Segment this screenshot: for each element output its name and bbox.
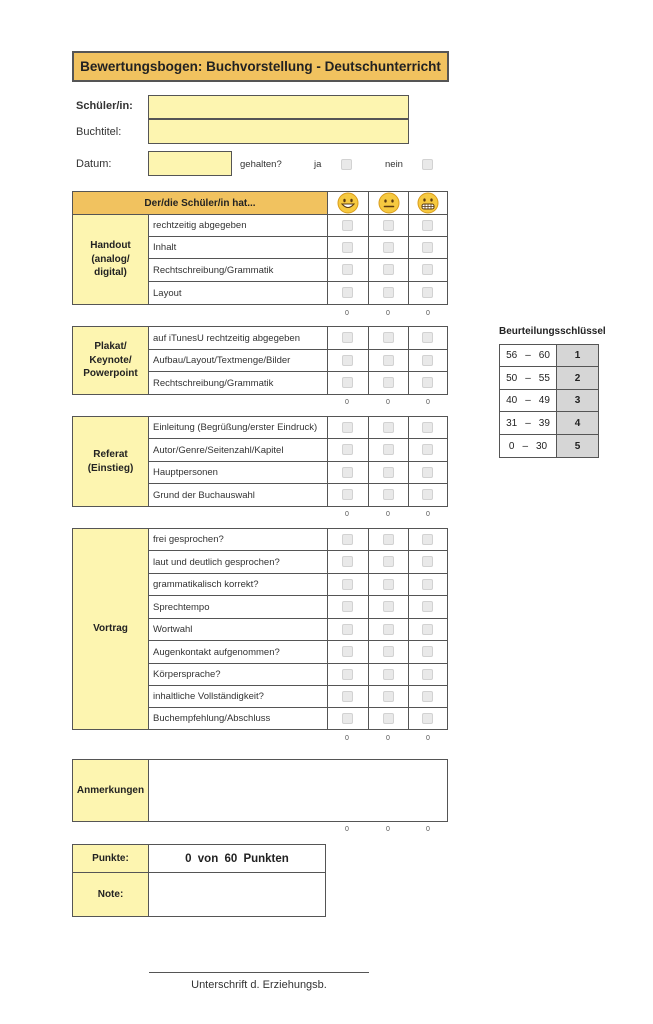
rating-checkbox[interactable] (342, 646, 353, 657)
rating-checkbox[interactable] (383, 332, 394, 343)
emoji-header-cell (327, 191, 369, 215)
rating-checkbox[interactable] (383, 713, 394, 724)
no-label: nein (385, 159, 403, 170)
key-range-to: 55 (538, 372, 550, 384)
key-range-from: 56 (506, 350, 518, 361)
category-poster: Plakat/ Keynote/ Powerpoint (72, 326, 149, 395)
rating-checkbox[interactable] (342, 489, 353, 500)
rating-checkbox[interactable] (422, 467, 433, 478)
signature-line (149, 972, 369, 973)
rating-checkbox[interactable] (342, 287, 353, 298)
neutral-face-icon (378, 192, 400, 214)
rating-checkbox[interactable] (383, 489, 394, 500)
rating-checkbox[interactable] (383, 377, 394, 388)
rating-checkbox[interactable] (342, 601, 353, 612)
criterion-cell: Buchempfehlung/Abschluss (148, 707, 328, 730)
points-unit: Punkten (243, 852, 289, 865)
column-sum: 0 (345, 735, 349, 742)
grinning-face-icon (337, 192, 359, 214)
grading-key-title: Beurteilungsschlüssel (499, 326, 606, 337)
rating-checkbox[interactable] (422, 242, 433, 253)
rating-checkbox[interactable] (422, 646, 433, 657)
column-sum: 0 (386, 399, 390, 406)
rating-checkbox[interactable] (383, 624, 394, 635)
category-presentation-intro: Referat (Einstieg) (72, 416, 149, 507)
rating-checkbox[interactable] (342, 377, 353, 388)
column-sum: 0 (426, 826, 430, 833)
criterion-cell: rechtzeitig abgegeben (148, 214, 328, 237)
rating-checkbox[interactable] (342, 220, 353, 231)
criterion-cell: Autor/Genre/Seitenzahl/Kapitel (148, 438, 328, 462)
held-no-checkbox[interactable] (422, 159, 433, 170)
key-range-to: 60 (538, 350, 550, 361)
rating-checkbox[interactable] (422, 601, 433, 612)
key-grade: 1 (556, 344, 599, 367)
column-sum: 0 (426, 511, 430, 518)
key-range-from: 0 (508, 440, 515, 452)
key-range-from: 50 (506, 372, 518, 384)
yes-label: ja (314, 159, 322, 170)
rating-checkbox[interactable] (342, 624, 353, 635)
criterion-cell: Augenkontakt aufgenommen? (148, 640, 328, 664)
column-sum: 0 (426, 310, 430, 317)
points-of: von (197, 852, 219, 865)
points-score: 0 (185, 852, 192, 865)
rating-checkbox[interactable] (422, 579, 433, 590)
rating-checkbox[interactable] (422, 287, 433, 298)
criterion-cell: Inhalt (148, 236, 328, 259)
column-sum: 0 (345, 310, 349, 317)
signature-label: Unterschrift d. Erziehungsb. (191, 979, 327, 991)
criterion-cell: frei gesprochen? (148, 528, 328, 551)
rating-checkbox[interactable] (383, 220, 394, 231)
rating-checkbox[interactable] (383, 264, 394, 275)
criterion-cell: Sprechtempo (148, 595, 328, 619)
rating-checkbox[interactable] (383, 601, 394, 612)
column-sum: 0 (345, 826, 349, 833)
rating-checkbox[interactable] (342, 556, 353, 567)
key-range-dash: – (525, 372, 531, 384)
category-talk: Vortrag (72, 528, 149, 730)
key-range-dash: – (522, 440, 528, 452)
criterion-cell: Wortwahl (148, 618, 328, 641)
criterion-cell: Aufbau/Layout/Textmenge/Bilder (148, 349, 328, 372)
rating-checkbox[interactable] (383, 646, 394, 657)
criterion-cell: Hauptpersonen (148, 461, 328, 484)
held-label: gehalten? (240, 159, 282, 170)
rating-checkbox[interactable] (422, 444, 433, 455)
rating-checkbox[interactable] (383, 444, 394, 455)
table-header: Der/die Schüler/in hat... (72, 191, 328, 215)
rating-checkbox[interactable] (422, 713, 433, 724)
column-sum: 0 (345, 511, 349, 518)
criterion-cell: laut und deutlich gesprochen? (148, 550, 328, 574)
student-label: Schüler/in: (76, 100, 133, 112)
rating-checkbox[interactable] (422, 355, 433, 366)
criterion-cell: inhaltliche Vollständigkeit? (148, 685, 328, 708)
criterion-cell: Rechtschreibung/Grammatik (148, 258, 328, 282)
rating-checkbox[interactable] (383, 422, 394, 433)
column-sum: 0 (426, 735, 430, 742)
grade-field[interactable] (148, 872, 326, 917)
criterion-cell: Körpersprache? (148, 663, 328, 686)
key-range-dash: – (525, 417, 531, 429)
column-sum: 0 (386, 735, 390, 742)
criterion-cell: Einleitung (Begrüßung/erster Eindruck) (148, 416, 328, 439)
key-range-to: 39 (538, 417, 550, 429)
rating-checkbox[interactable] (342, 579, 353, 590)
rating-checkbox[interactable] (422, 489, 433, 500)
remarks-label: Anmerkungen (72, 759, 149, 822)
rating-checkbox[interactable] (342, 242, 353, 253)
column-sum: 0 (345, 399, 349, 406)
book-title-label: Buchtitel: (76, 126, 122, 138)
rating-checkbox[interactable] (342, 691, 353, 702)
key-range (499, 344, 557, 367)
criterion-cell: Rechtschreibung/Grammatik (148, 371, 328, 395)
criterion-cell: auf iTunesU rechtzeitig abgegeben (148, 326, 328, 350)
rating-checkbox[interactable] (383, 534, 394, 545)
key-range (499, 366, 557, 390)
rating-checkbox[interactable] (383, 669, 394, 680)
rating-checkbox[interactable] (383, 691, 394, 702)
criterion-cell: grammatikalisch korrekt? (148, 573, 328, 596)
key-range (499, 411, 557, 435)
grimacing-face-icon (417, 192, 439, 214)
rating-checkbox[interactable] (422, 624, 433, 635)
key-range-dash: – (525, 395, 531, 406)
rating-checkbox[interactable] (342, 444, 353, 455)
rating-checkbox[interactable] (383, 355, 394, 366)
rating-checkbox[interactable] (422, 422, 433, 433)
key-range-dash: – (525, 350, 531, 361)
key-range (499, 389, 557, 412)
rating-checkbox[interactable] (422, 220, 433, 231)
rating-checkbox[interactable] (342, 264, 353, 275)
grade-label: Note: (72, 872, 149, 917)
key-range-from: 40 (506, 395, 518, 406)
rating-checkbox[interactable] (342, 355, 353, 366)
key-range (499, 434, 557, 458)
student-name-field[interactable] (148, 95, 409, 119)
rating-checkbox[interactable] (342, 534, 353, 545)
column-sum: 0 (386, 511, 390, 518)
key-grade: 2 (556, 366, 599, 390)
column-sum: 0 (426, 399, 430, 406)
rating-checkbox[interactable] (422, 556, 433, 567)
rating-checkbox[interactable] (383, 287, 394, 298)
points-max: 60 (224, 852, 238, 865)
rating-checkbox[interactable] (342, 713, 353, 724)
key-range-to: 30 (536, 440, 548, 452)
column-sum: 0 (386, 310, 390, 317)
points-label: Punkte: (72, 844, 149, 873)
key-grade: 5 (556, 434, 599, 458)
criterion-cell: Layout (148, 281, 328, 305)
column-sum: 0 (386, 826, 390, 833)
rating-checkbox[interactable] (383, 467, 394, 478)
key-range-from: 31 (506, 417, 518, 429)
rating-checkbox[interactable] (342, 669, 353, 680)
rating-checkbox[interactable] (383, 556, 394, 567)
rating-checkbox[interactable] (342, 332, 353, 343)
rating-checkbox[interactable] (383, 579, 394, 590)
book-title-field[interactable] (148, 119, 409, 144)
date-label: Datum: (76, 158, 112, 170)
points-value (148, 844, 326, 873)
remarks-field[interactable] (148, 759, 448, 822)
rating-checkbox[interactable] (422, 691, 433, 702)
category-handout: Handout (analog/ digital) (72, 214, 149, 305)
rating-checkbox[interactable] (422, 377, 433, 388)
rating-checkbox[interactable] (422, 332, 433, 343)
key-range-to: 49 (538, 395, 550, 406)
emoji-header-cell (408, 191, 448, 215)
rating-checkbox[interactable] (383, 242, 394, 253)
date-field[interactable] (148, 151, 232, 176)
held-yes-checkbox[interactable] (341, 159, 352, 170)
criterion-cell: Grund der Buchauswahl (148, 483, 328, 507)
rating-checkbox[interactable] (422, 669, 433, 680)
rating-checkbox[interactable] (422, 264, 433, 275)
page-title: Bewertungsbogen: Buchvorstellung - Deutschunterricht (72, 51, 449, 82)
rating-checkbox[interactable] (342, 422, 353, 433)
key-grade: 4 (556, 411, 599, 435)
rating-checkbox[interactable] (342, 467, 353, 478)
emoji-header-cell (368, 191, 409, 215)
key-grade: 3 (556, 389, 599, 412)
rating-checkbox[interactable] (422, 534, 433, 545)
